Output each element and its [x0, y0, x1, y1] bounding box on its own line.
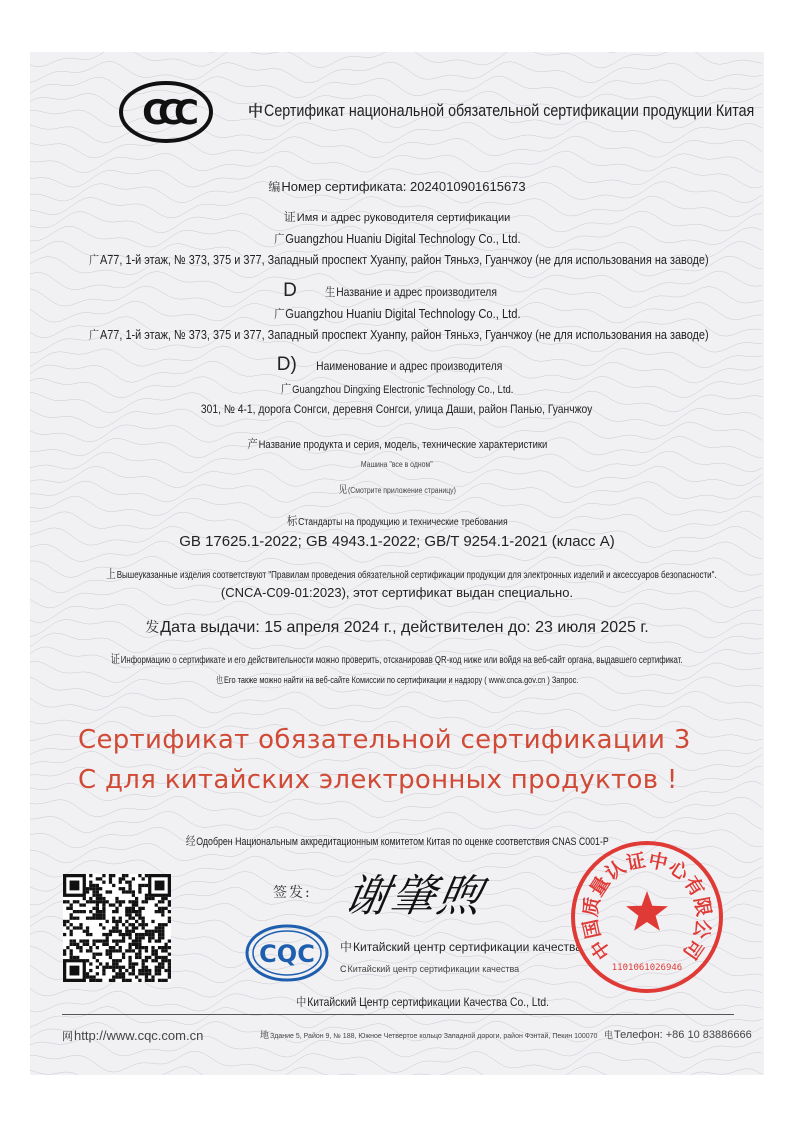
ccc-logo	[118, 80, 214, 144]
dates-row	[30, 617, 764, 637]
certificate-page	[30, 52, 764, 1075]
standards-list: GB 17625.1-2022; GB 4943.1-2022; GB/T 9254.1-2021 (класс A)	[179, 533, 615, 550]
svg-text:国: 国	[579, 917, 606, 941]
svg-text:有: 有	[679, 872, 709, 901]
product-label-row	[30, 435, 764, 452]
svg-text:司: 司	[678, 935, 708, 964]
conformity-glyph: 上	[106, 567, 116, 581]
svg-text:量: 量	[585, 872, 615, 901]
svg-text:限: 限	[689, 895, 715, 919]
verify2-glyph: 也	[215, 675, 224, 685]
svg-text:1101061026946: 1101061026946	[611, 963, 683, 973]
holder-address-row	[30, 251, 764, 268]
dates-glyph: 发	[145, 619, 160, 635]
promo-line-1: Сертификат обязательной сертификации 3	[78, 725, 691, 755]
cqc-full-name: Китайский Центр сертификации Качества Co., Ltd.	[307, 995, 550, 1009]
manufacturer-address-glyph: 广	[89, 328, 100, 342]
factory-address: 301, № 4-1, дорога Сонгси, деревня Сонгси, улица Даши, район Панью, Гуанчжоу	[201, 402, 593, 416]
verify-glyph: 证	[111, 652, 121, 666]
manufacturer-marker: D	[283, 280, 297, 301]
holder-address-glyph: 广	[89, 253, 100, 267]
tel-glyph: 电	[604, 1030, 614, 1040]
footer-website-row	[62, 1028, 203, 1044]
svg-text:中: 中	[646, 849, 670, 875]
certificate-title: Сертификат национальной обязательной сертификации продукции Китая	[264, 101, 755, 120]
factory-label-row	[30, 354, 764, 376]
factory-marker: D)	[276, 354, 297, 375]
standards-label-row	[30, 512, 764, 529]
verify-row-2	[30, 673, 764, 686]
footer-website[interactable]: http://www.cqc.com.cn	[74, 1028, 204, 1043]
svg-text:中: 中	[586, 935, 616, 964]
footer-address: Здание 5, Район 9, № 188, Южное Четвертое кольцо Западной дороги, район Фэнтай, Пекин 100070	[270, 1033, 598, 1040]
company-seal	[568, 838, 726, 996]
product-spec: (Смотрите приложение страницу)	[347, 486, 456, 495]
web-glyph: 网	[62, 1031, 73, 1043]
verify-text: Информацию о сертификате и его действительности можно проверить, отсканировав QR-код ниже или войдя на веб-сайт органа, выдавшего сертификат.	[121, 655, 683, 666]
title-glyph: 中	[248, 103, 264, 120]
spec-glyph: 见	[338, 485, 347, 496]
cqc-name-line-2: Китайский центр сертификации качества	[347, 964, 520, 974]
approval-glyph: 经	[185, 834, 196, 848]
factory-label: Наименование и адрес производителя	[315, 359, 503, 373]
holder-glyph: 证	[283, 210, 296, 224]
header-title-row	[248, 100, 764, 121]
addr-glyph: 地	[260, 1030, 270, 1040]
cqc-logo	[244, 922, 330, 984]
signature-label: 签发:	[273, 885, 312, 901]
svg-text:心: 心	[664, 856, 693, 886]
svg-text:认: 认	[601, 856, 630, 886]
manufacturer-name-row	[30, 305, 764, 322]
cqc3-glyph: 中	[296, 995, 307, 1009]
issue-validity-dates: Дата выдачи: 15 апреля 2024 г., действителен до: 23 июля 2025 г.	[160, 619, 649, 636]
holder-name-glyph: 广	[273, 232, 285, 246]
product-name: Машина "все в одном"	[361, 460, 433, 469]
qr-code[interactable]	[63, 874, 171, 982]
manufacturer-address: A77, 1-й этаж, № 373, 375 и 377, Западный проспект Хуанпу, район Тяньхэ, Гуанчжоу (не для использования на заводе)	[99, 327, 709, 342]
holder-label: Имя и адрес руководителя сертификации	[296, 212, 511, 224]
product-name-row	[30, 460, 764, 469]
svg-text:证: 证	[624, 849, 648, 875]
standards-row	[30, 533, 764, 550]
number-glyph: 编	[268, 180, 281, 194]
verify-text-2: Его также можно найти на веб-сайте Комиссии по сертификации и надзору ( www.cnca.gov.cn ) Запрос.	[223, 675, 579, 685]
footer-address-row	[260, 1028, 597, 1041]
verify-row	[30, 650, 764, 667]
conformity-text: Вышеуказанные изделия соответствуют "Правилам проведения обязательной сертификации продукции для электронных изделий и аксессуаров безопасности".	[116, 570, 717, 581]
cqc-name-row-2	[340, 964, 519, 974]
cqc-name-line-1: Китайский центр сертификации качества	[353, 940, 582, 954]
promo-banner	[78, 720, 758, 800]
cert-number-row	[30, 178, 764, 195]
product-label: Название продукта и серия, модель, технические характеристики	[258, 439, 547, 451]
holder-label-row	[30, 208, 764, 225]
footer-divider	[62, 1014, 734, 1015]
cqc2-glyph: C	[340, 964, 347, 974]
standards-glyph: 标	[286, 514, 297, 528]
manufacturer-name: Guangzhou Huaniu Digital Technology Co., Ltd.	[284, 306, 521, 321]
product-glyph: 产	[247, 437, 258, 451]
conformity-rule-row	[30, 585, 764, 600]
ccc-logo-text: CCC	[142, 93, 190, 133]
holder-name: Guangzhou Huaniu Digital Technology Co., Ltd.	[284, 231, 521, 246]
certificate-number: Номер сертификата: 2024010901615673	[281, 179, 526, 194]
footer-phone: Телефон: +86 10 83886666	[614, 1029, 752, 1041]
factory-name: Guangzhou Dingxing Electronic Technology Co., Ltd.	[291, 384, 514, 396]
approval-text: Одобрен Национальным аккредитационным комитетом Китая по оценке соответствия CNAS C001-P	[195, 836, 609, 848]
manufacturer-glyph: 生	[324, 285, 336, 299]
cqc-full-name-row	[296, 993, 590, 1010]
cqc1-glyph: 中	[340, 940, 353, 954]
standards-label: Стандарты на продукцию и технические требования	[297, 517, 508, 528]
cqc-name-row-1	[340, 938, 582, 955]
manufacturer-address-row	[30, 326, 764, 343]
manufacturer-name-glyph: 广	[273, 307, 285, 321]
conformity-row	[30, 565, 764, 582]
product-spec-row	[30, 481, 764, 496]
holder-address: A77, 1-й этаж, № 373, 375 и 377, Западный проспект Хуанпу, район Тяньхэ, Гуанчжоу (не для использования на заводе)	[99, 252, 709, 267]
factory-address-row	[30, 402, 764, 416]
holder-name-row	[30, 230, 764, 247]
signature: 谢肇煦	[340, 871, 488, 922]
manufacturer-label: Название и адрес производителя	[336, 285, 497, 299]
promo-line-2: С для китайских электронных продуктов !	[78, 765, 678, 795]
manufacturer-label-row	[30, 280, 764, 302]
footer-phone-row	[604, 1028, 752, 1041]
conformity-rule: (CNCA-C09-01:2023), этот сертификат выдан специально.	[220, 585, 574, 600]
svg-text:公: 公	[688, 917, 715, 941]
factory-name-glyph: 广	[280, 382, 292, 396]
factory-name-row	[30, 380, 764, 397]
cqc-logo-text: CQC	[259, 940, 315, 968]
svg-text:质: 质	[579, 895, 605, 919]
